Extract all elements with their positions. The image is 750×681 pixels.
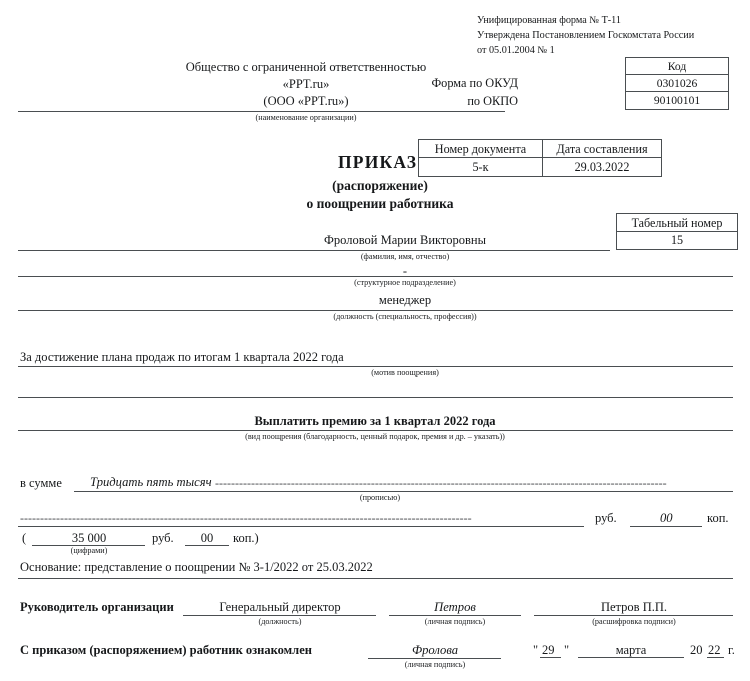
director-position-rule: [183, 615, 376, 616]
acknowledge-day-value: 29: [542, 643, 555, 657]
employee-department-value: -: [402, 264, 408, 278]
document-date-header: Дата составления: [543, 140, 661, 158]
personnel-number-value: 15: [670, 233, 684, 247]
code-table-okud-value: 0301026: [626, 75, 728, 92]
director-position-value: Генеральный директор: [219, 600, 341, 614]
director-signature-rule: [389, 615, 521, 616]
okpo-label: по ОКПО: [467, 94, 518, 108]
amount-words-rule: [74, 491, 733, 492]
page-subtitle-1: (распоряжение): [332, 178, 428, 193]
employee-position-rule: [18, 310, 733, 311]
code-table-header: Код: [626, 58, 728, 75]
organization-name-line-1: Общество с ограниченной ответственностью: [185, 60, 427, 74]
amount-digits-caption: (цифрами): [70, 546, 108, 555]
employee-department-caption: (структурное подразделение): [354, 278, 456, 287]
director-name-caption: (расшифровка подписи): [592, 617, 676, 626]
code-table: [625, 57, 729, 110]
motive-value: За достижение плана продаж по итогам 1 квартала 2022 года: [20, 350, 344, 364]
document-number-date-table: [418, 139, 662, 177]
employee-department-rule: [18, 276, 733, 277]
organization-name-line-2: «PPT.ru»: [282, 77, 330, 91]
amount-label: в сумме: [20, 476, 62, 490]
director-position-caption: (должность): [258, 617, 302, 626]
acknowledge-signature-caption: (личная подпись): [404, 660, 466, 669]
organization-name-rule: [18, 111, 505, 112]
acknowledge-year-suffix: г.: [728, 643, 735, 657]
form-header-note: [477, 14, 694, 58]
okud-label: Форма по ОКУД: [431, 76, 518, 90]
amount-words-filler-2: -----------------------------------------------------------------------------------------------------------------: [20, 511, 472, 525]
director-name-value: Петров П.П.: [600, 600, 668, 614]
acknowledge-signature-rule: [368, 658, 501, 659]
incentive-value: Выплатить премию за 1 квартал 2022 года: [254, 414, 496, 428]
acknowledge-month-value: марта: [615, 643, 647, 657]
document-number-header: Номер документа: [419, 140, 542, 158]
basis-rule: [18, 578, 733, 579]
amount-digits-rub-label: руб.: [152, 531, 174, 545]
incentive-caption: (вид поощрения (благодарность, ценный подарок, премия и др. – указать)): [245, 432, 505, 441]
employee-fio-caption: (фамилия, имя, отчество): [360, 252, 450, 261]
acknowledge-year-rule: [707, 657, 724, 658]
employee-fio-rule: [18, 250, 610, 251]
amount-digits-kop-value: 00: [200, 531, 214, 545]
motive-rule: [18, 366, 733, 367]
director-label: Руководитель организации: [20, 600, 174, 614]
employee-fio-value: Фроловой Марии Викторовны: [324, 233, 486, 247]
form-header-note-line-3: от 05.01.2004 № 1: [477, 44, 555, 56]
director-name-rule: [534, 615, 733, 616]
acknowledge-year-value: 22: [708, 643, 721, 657]
amount-words-filler: -----------------------------------------------------------------------------------------------------------------: [215, 476, 667, 490]
code-table-okpo-value: 90100101: [653, 94, 701, 107]
acknowledge-quote-open: ": [533, 643, 539, 657]
document-date-value: 29.03.2022: [574, 160, 630, 174]
amount-kop-rule: [630, 526, 702, 527]
acknowledge-quote-close: ": [564, 643, 570, 657]
amount-digits-open-paren: (: [22, 531, 27, 545]
director-signature-value: Петров: [434, 600, 476, 614]
page-subtitle-2: о поощрении работника: [306, 196, 454, 211]
document-number-value: 5-к: [472, 160, 489, 174]
amount-digits-kop-label: коп.): [233, 531, 259, 545]
amount-kop-value: 00: [660, 511, 673, 525]
amount-words-caption: (прописью): [359, 493, 401, 502]
personnel-number-header: Табельный номер: [617, 214, 737, 232]
amount-words-value: Тридцать пять тысяч: [90, 475, 212, 489]
personnel-number-table: [616, 213, 738, 250]
amount-words-rule-2: [18, 526, 584, 527]
director-signature-caption: (личная подпись): [424, 617, 486, 626]
acknowledge-label: С приказом (распоряжением) работник ознакомлен: [20, 643, 312, 657]
motive-blank-rule: [18, 397, 733, 398]
acknowledge-month-rule: [578, 657, 684, 658]
acknowledge-day-rule: [540, 657, 561, 658]
amount-digits-kop-rule: [185, 545, 229, 546]
amount-rub-label: руб.: [595, 511, 617, 525]
acknowledge-signature-value: Фролова: [411, 643, 459, 657]
acknowledge-year-prefix: 20: [690, 643, 703, 657]
form-header-note-line-1: Унифицированная форма № Т-11: [477, 15, 621, 26]
motive-caption: (мотив поощрения): [371, 368, 439, 377]
amount-kop-label: коп.: [707, 511, 729, 525]
amount-digits-value: 35 000: [71, 531, 107, 545]
form-header-note-line-2: Утверждена Постановлением Госкомстата России: [477, 29, 695, 41]
organization-name-line-3: (ООО «PPT.ru»): [263, 94, 349, 108]
organization-name-caption: (наименование организации): [255, 113, 357, 122]
incentive-rule: [18, 430, 733, 431]
page-title: ПРИКАЗ: [338, 152, 418, 172]
employee-position-value: менеджер: [378, 293, 432, 307]
basis-text: Основание: представление о поощрении № 3-1/2022 от 25.03.2022: [20, 560, 373, 574]
employee-position-caption: (должность (специальность, профессия)): [333, 312, 477, 321]
